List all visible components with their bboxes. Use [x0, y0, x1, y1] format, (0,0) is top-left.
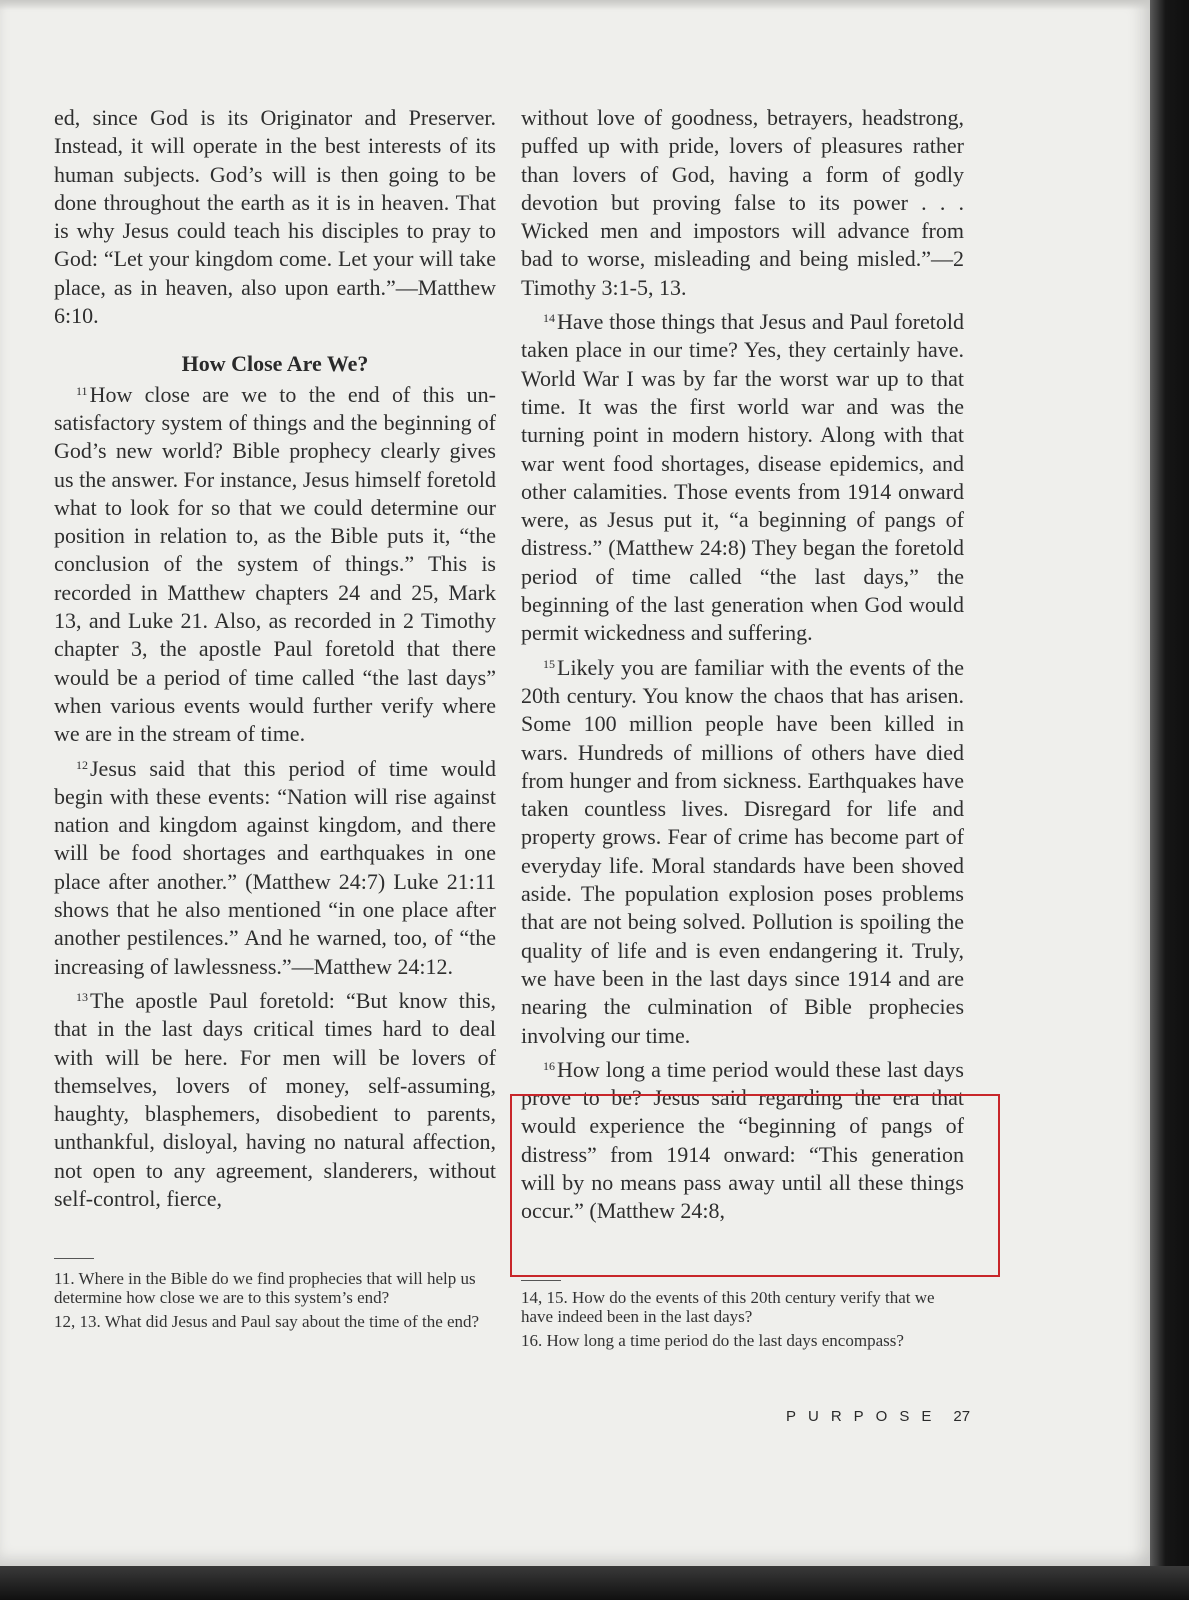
- book-edge-bottom: [0, 1566, 1189, 1600]
- right-column: [521, 104, 964, 1232]
- continued-paragraph-left: ed, since God is its Originator and Preserver. Instead, it will operate in the best interests of its human subjects. God’s will is then going to be done throughout the earth as it is in heaven. That is why Jesus could teach his disciples to pray to God: “Let your kingdom come. Let your will take place, as in heaven, also upon earth.”—Matthew 6:10.: [54, 105, 496, 329]
- paragraph-text: The apostle Paul foretold: “But know this, that in the last days critical times hard to deal with will be here. For men will be lovers of themselves, lovers of money, self-assuming, haughty, blasphemers, disobedient to parents, unthankful, disloyal, having no natural affection, not open to any agreement, slanderers, without self-control, fierce,: [54, 987, 496, 1211]
- paragraph-12: [54, 755, 496, 981]
- highlight-box: [510, 1094, 1000, 1277]
- paragraph-text: How long a time period would these last days prove to be? Jesus said regarding the era that would experience the “beginning of pangs of distress” from 1914 onward: “This generation will by no means pass away until all these things occur.” (Matthew 24:8,: [521, 1056, 964, 1224]
- footnote-12-13: 12, 13. What did Jesus and Paul say about the time of the end?: [54, 1312, 480, 1331]
- footnotes-left: [54, 1258, 496, 1336]
- footnote-divider: [521, 1280, 561, 1281]
- paragraph-number: 15: [543, 656, 555, 671]
- page-footer: [786, 1408, 970, 1425]
- footnote-divider: [54, 1258, 94, 1259]
- continued-paragraph-right: without love of goodness, betrayers, headstrong, puffed up with pride, lovers of pleasures rather than lovers of God, having a form of godly devotion but proving false to its power . . . Wicked men and impostors will advance from bad to worse, misleading and being misled.”—2 Timothy 3:1-5, 13.: [521, 105, 964, 300]
- paragraph-15: [521, 654, 964, 1050]
- running-head: PURPOSE: [786, 1408, 944, 1425]
- paragraph-text: How close are we to the end of this unsatisfactory system of things and the beginning of God’s new world? Bible prophecy clearly gives us the answer. For instance, Jesus himself foretold what to look for so that we could determine our position in relation to, as the Bible puts it, “the conclusion of the system of things.” This is recorded in Matthew chapters 24 and 25, Mark 13, and Luke 21. Also, as recorded in 2 Timothy chapter 3, the apostle Paul foretold that there would be a period of time called “the last days” when various events would further verify where we are in the stream of time.: [54, 381, 496, 747]
- paragraph-14: [521, 308, 964, 648]
- footnotes-right: [521, 1280, 964, 1355]
- page-top-shadow: [0, 0, 1150, 10]
- paragraph-11: [54, 381, 496, 749]
- paragraph-number: 11: [76, 383, 88, 398]
- section-heading: How Close Are We?: [181, 351, 369, 377]
- footnote-14-15: 14, 15. How do the events of this 20th century verify that we have indeed been in the last days?: [521, 1288, 935, 1326]
- paragraph-text: Likely you are familiar with the events of the 20th century. You know the chaos that has arisen. Some 100 million people have been killed in wars. Hundreds of millions of others have died from hunger and from sickness. Earthquakes have taken countless lives. Disregard for life and property grows. Fear of crime has become part of everyday life. Moral standards have been shoved aside. The population explosion poses problems that are not being solved. Pollution is spoiling the quality of life and is even endangering it. Truly, we have been in the last days since 1914 and are nearing the culmination of Bible prophecies involving our time.: [521, 654, 964, 1048]
- paragraph-13: [54, 987, 496, 1213]
- page-number: 27: [953, 1408, 971, 1425]
- paragraph-number: 14: [543, 311, 555, 326]
- footnote-16: 16. How long a time period do the last days encompass?: [521, 1331, 904, 1350]
- paragraph-number: 13: [76, 989, 88, 1004]
- footnote-11: 11. Where in the Bible do we find prophecies that will help us determine how close we are to this system’s end?: [54, 1269, 476, 1307]
- paragraph-text: Jesus said that this period of time would begin with these events: “Nation will rise against nation and kingdom against kingdom, and there will be food shortages and earthquakes in one place after another.” (Matthew 24:7) Luke 21:11 shows that he also mentioned “in one place after another pestilences.” And he warned, too, of “the increasing of lawlessness.”—Matthew 24:12.: [54, 755, 496, 979]
- paragraph-text: Have those things that Jesus and Paul foretold taken place in our time? Yes, they certainly have. World War I was by far the worst war up to that time. It was the first world war and was the turning point in modern history. Along with that war went food shortages, disease epidemics, and other calamities. Those events from 1914 onward were, as Jesus put it, “a beginning of pangs of distress.” (Matthew 24:8) They began the foretold period of time called “the last days,” the beginning of the last generation when God would permit wickedness and suffering.: [521, 309, 964, 646]
- left-column: [54, 104, 496, 1219]
- paragraph-number: 12: [76, 757, 88, 772]
- book-edge-right: [1150, 0, 1189, 1600]
- paragraph-number: 16: [543, 1058, 555, 1073]
